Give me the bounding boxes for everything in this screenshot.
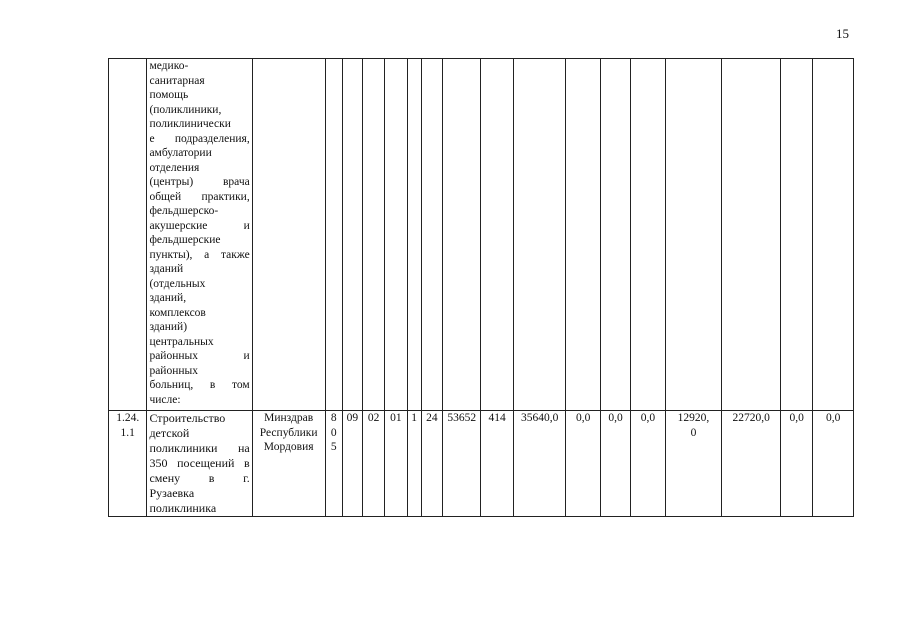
value-cell — [722, 59, 781, 411]
table-row — [109, 411, 854, 517]
budget-table — [108, 58, 854, 517]
value-cell: 0,0 — [631, 411, 665, 517]
vr-cell: 414 — [481, 411, 513, 517]
description-cell: медико- санитарная помощь (поликлиники, поликлинически е подразделения, амбулатории отделения (центры) врача общей практики, фельдшерско- акушерские и фельдшерские пункты), а также зданий (отдельных зданий, комплексов зданий) центральных районных и районных больниц, в том числе: — [147, 59, 252, 411]
value-cell — [665, 59, 722, 411]
rz-cell — [342, 59, 362, 411]
value-cell: 0,0 — [566, 411, 600, 517]
rz-cell: 09 — [342, 411, 362, 517]
value-cell — [813, 59, 854, 411]
grbs-cell: 8 0 5 — [325, 411, 342, 517]
value-cell: 22720,0 — [722, 411, 781, 517]
cs3-cell: 24 — [421, 411, 442, 517]
vr-cell — [481, 59, 513, 411]
code-cell — [109, 59, 147, 411]
cs4-cell — [442, 59, 480, 411]
cs2-cell — [407, 59, 421, 411]
value-cell: 35640,0 — [513, 411, 566, 517]
code-cell: 1.24. 1.1 — [109, 411, 147, 517]
cs2-cell: 1 — [407, 411, 421, 517]
cs1-cell: 01 — [385, 411, 407, 517]
cs4-cell: 53652 — [442, 411, 480, 517]
grbs-cell — [325, 59, 342, 411]
value-cell — [600, 59, 630, 411]
value-cell: 0,0 — [780, 411, 812, 517]
value-cell: 12920, 0 — [665, 411, 722, 517]
value-cell — [513, 59, 566, 411]
value-cell — [566, 59, 600, 411]
page-number: 15 — [836, 26, 849, 41]
value-cell: 0,0 — [600, 411, 630, 517]
value-cell: 0,0 — [813, 411, 854, 517]
cs3-cell — [421, 59, 442, 411]
agency-cell: Минздрав Республики Мордовия — [252, 411, 325, 517]
cs1-cell — [385, 59, 407, 411]
value-cell — [780, 59, 812, 411]
value-cell — [631, 59, 665, 411]
description-cell: Строительство детской поликлиники на 350 посещений в смену в г. Рузаевка поликлиника — [147, 411, 252, 517]
pr-cell: 02 — [363, 411, 385, 517]
pr-cell — [363, 59, 385, 411]
table-row — [109, 59, 854, 411]
agency-cell — [252, 59, 325, 411]
